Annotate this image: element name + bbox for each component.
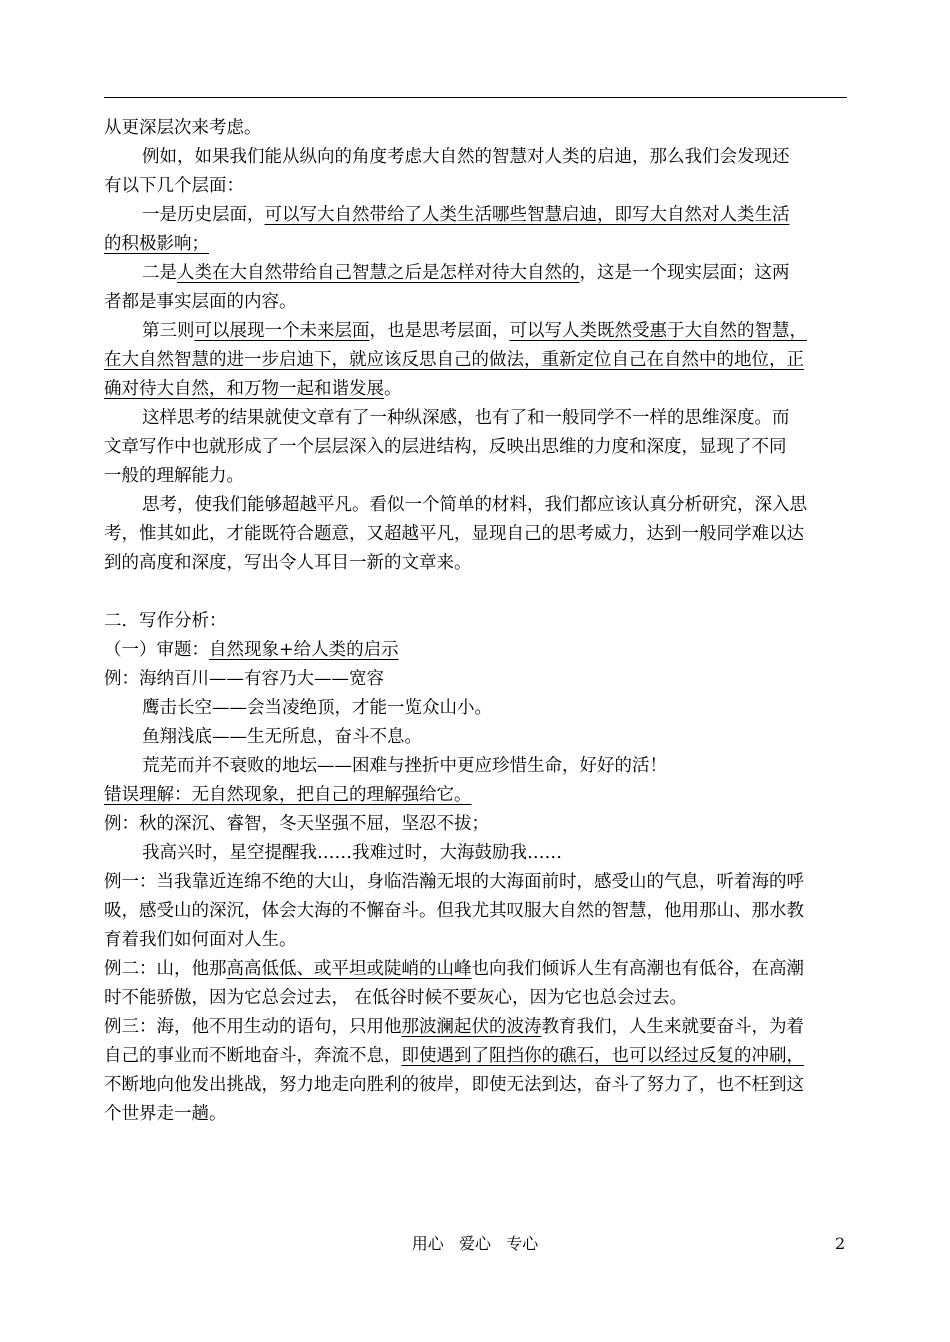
text-span: 例二：山，他那 <box>104 959 227 979</box>
text-line <box>104 346 847 375</box>
text-line <box>104 926 847 955</box>
text-span: 个世界走一趟。 <box>104 1104 227 1124</box>
text-line <box>104 317 847 346</box>
text-line <box>104 288 847 317</box>
underlined-text: 错误理解：无自然现象，把自己的理解强给它。 <box>104 785 472 805</box>
text-line <box>104 607 847 636</box>
text-line <box>104 955 847 984</box>
text-span: 育着我们如何面对人生。 <box>104 930 297 950</box>
underlined-text: 在大自然智慧的进一步启迪下，就应该反思自己的做法，重新定位自己在自然中的地位，正 <box>104 350 804 370</box>
text-line <box>104 723 847 752</box>
text-line <box>104 375 847 404</box>
text-line <box>104 1042 847 1071</box>
text-span: 例三：海，他不用生动的语句，只用他 <box>104 1017 402 1037</box>
text-span: 这样思考的结果就使文章有了一种纵深感，也有了和一般同学不一样的思维深度。而 <box>142 408 790 428</box>
text-span: 文章写作中也就形成了一个层层深入的层进结构，反映出思维的力度和深度，显现了不同 <box>104 437 787 457</box>
text-line <box>104 694 847 723</box>
text-span: 荒芜而并不衰败的地坛——困难与挫折中更应珍惜生命，好好的活！ <box>142 756 667 776</box>
text-line <box>104 259 847 288</box>
text-line <box>104 143 847 172</box>
underlined-text: 即使遇到了阻挡你的礁石，也可以经过反复的冲刷， <box>401 1046 804 1066</box>
text-line <box>104 1071 847 1100</box>
text-span: 鱼翔浅底——生无所息，奋斗不息。 <box>142 727 422 747</box>
text-span: 教育我们，人生来就要奋斗，为着 <box>541 1017 804 1037</box>
text-span: 二．写作分析： <box>104 611 227 631</box>
text-span: 思考，使我们能够超越平凡。看似一个简单的材料，我们都应该认真分析研究，深入思 <box>142 495 807 515</box>
text-span: 一是历史层面， <box>142 205 265 225</box>
text-span: 时不能骄傲，因为它总会过去， 在低谷时候不要灰心，因为它也总会过去。 <box>104 988 688 1008</box>
text-span: 例：秋的深沉、睿智，冬天坚强不屈，坚忍不拔； <box>104 814 489 834</box>
footer-motto: 用心 爱心 专心 <box>411 1234 539 1253</box>
text-span: 不断地向他发出挑战，努力地走向胜利的彼岸，即使无法到达，奋斗了努力了，也不枉到这 <box>104 1075 804 1095</box>
text-line <box>104 404 847 433</box>
text-span: （一）审题： <box>104 640 209 660</box>
text-span: 者都是事实层面的内容。 <box>104 292 297 312</box>
text-line <box>104 549 847 578</box>
text-line <box>104 230 847 259</box>
text-span: 我高兴时，星空提醒我……我难过时，大海鼓励我…… <box>142 843 562 863</box>
text-span: 到的高度和深度，写出令人耳目一新的文章来。 <box>104 553 472 573</box>
text-span: 二是 <box>142 263 177 283</box>
text-line <box>104 810 847 839</box>
underlined-text: 自然现象+给人类的启示 <box>209 640 399 660</box>
underlined-text: 的积极影响； <box>104 234 209 254</box>
underlined-text: 人类在大自然带给自己智慧之后是怎样对待大自然的 <box>177 263 580 283</box>
text-line <box>104 839 847 868</box>
underlined-text: 确对待大自然，和万物一起和谐发展 <box>104 379 384 399</box>
text-span: 第三则 <box>142 321 195 341</box>
text-line <box>104 897 847 926</box>
text-line <box>104 984 847 1013</box>
text-span: 有以下几个层面： <box>104 176 244 196</box>
text-line <box>104 520 847 549</box>
text-span: ，也是思考层面， <box>369 321 510 341</box>
text-line <box>104 752 847 781</box>
text-span: 例：海纳百川——有容乃大——宽容 <box>104 669 384 689</box>
text-span: 自己的事业而不断地奋斗，奔流不息， <box>104 1046 402 1066</box>
blank-line <box>104 578 847 607</box>
text-line <box>104 636 847 665</box>
text-line <box>104 462 847 491</box>
underlined-text: 那波澜起伏的波涛 <box>401 1017 542 1037</box>
text-line <box>104 433 847 462</box>
text-span: 从更深层次来考虑。 <box>104 118 262 138</box>
underlined-text: 可以写大自然带给了人类生活哪些智慧启迪，即写大自然对人类生活 <box>264 205 790 225</box>
text-line <box>104 1100 847 1129</box>
text-span: ，这是一个现实层面；这两 <box>579 263 790 283</box>
text-line <box>104 491 847 520</box>
document-body <box>104 114 847 1129</box>
text-span: 例一：当我靠近连绵不绝的大山，身临浩瀚无垠的大海面前时，感受山的气息，听着海的呼 <box>104 872 804 892</box>
text-line <box>104 665 847 694</box>
text-span: 吸，感受山的深沉，体会大海的不懈奋斗。但我尤其叹服大自然的智慧，他用那山、那水教 <box>104 901 804 921</box>
text-line <box>104 868 847 897</box>
text-span: 也向我们倾诉人生有高潮也有低谷，在高潮 <box>471 959 804 979</box>
text-line <box>104 781 847 810</box>
page-number: 2 <box>835 1234 846 1253</box>
text-span: 鹰击长空——会当凌绝顶，才能一览众山小。 <box>142 698 492 718</box>
text-line <box>104 172 847 201</box>
text-span: 。 <box>384 379 402 399</box>
header-rule <box>104 97 847 98</box>
text-span: 例如，如果我们能从纵向的角度考虑大自然的智慧对人类的启迪，那么我们会发现还 <box>142 147 790 167</box>
text-span: 一般的理解能力。 <box>104 466 244 486</box>
underlined-text: 高高低低、或平坦或陡峭的山峰 <box>226 959 472 979</box>
underlined-text: 可以写人类既然受惠于大自然的智慧， <box>509 321 807 341</box>
text-line <box>104 114 847 143</box>
underlined-text: 可以展现一个未来层面 <box>194 321 370 341</box>
text-line <box>104 1013 847 1042</box>
text-span: 考，惟其如此，才能既符合题意，又超越平凡，显现自己的思考威力，达到一般同学难以达 <box>104 524 804 544</box>
text-line <box>104 201 847 230</box>
